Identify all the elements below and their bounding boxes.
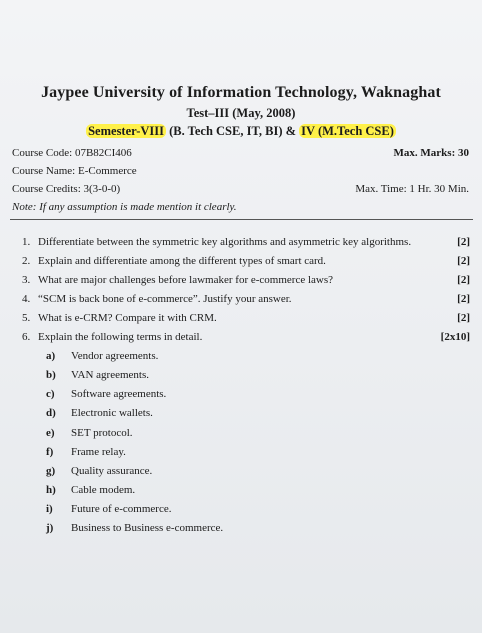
max-time: Max. Time: 1 Hr. 30 Min. xyxy=(355,183,469,195)
course-name: Course Name: E-Commerce xyxy=(12,165,137,177)
mtech-highlight: IV (M.Tech CSE) xyxy=(301,124,394,138)
sub-item-text: Frame relay. xyxy=(71,446,126,458)
sub-item-label: j) xyxy=(46,522,54,534)
sub-item-label: d) xyxy=(46,407,56,419)
question-number: 6. xyxy=(22,331,31,343)
course-code-row xyxy=(12,147,469,160)
university-title: Jaypee University of Information Technology, Waknaghat xyxy=(41,84,441,101)
sub-item-text: Cable modem. xyxy=(71,484,136,496)
question-number: 2. xyxy=(22,255,31,267)
sub-item-label: c) xyxy=(46,388,55,400)
semester-programs: (B. Tech CSE, IT, BI) & xyxy=(166,124,300,138)
sub-item-label: i) xyxy=(46,503,53,515)
question-marks: [2] xyxy=(457,255,470,267)
sub-item-label: a) xyxy=(46,350,56,362)
course-credits: Course Credits: 3(3-0-0) xyxy=(12,183,121,195)
sub-item-label: h) xyxy=(46,484,56,496)
question-marks: [2] xyxy=(457,312,470,324)
test-title: Test–III (May, 2008) xyxy=(186,106,296,120)
sub-item-text: Vendor agreements. xyxy=(71,350,159,362)
sub-item-text: Future of e-commerce. xyxy=(71,503,172,515)
question-marks: [2] xyxy=(457,236,470,248)
max-marks: Max. Marks: 30 xyxy=(393,147,469,159)
question-marks: [2] xyxy=(457,293,470,305)
sub-item-text: Business to Business e-commerce. xyxy=(71,522,224,534)
semester-highlight: Semester-VIII xyxy=(88,124,165,138)
sub-item-text: VAN agreements. xyxy=(71,369,149,381)
question-text: Explain the following terms in detail. xyxy=(38,331,203,343)
question-text: “SCM is back bone of e-commerce”. Justify your answer. xyxy=(38,293,292,305)
question-number: 3. xyxy=(22,274,31,286)
course-name-row xyxy=(12,165,469,178)
sub-item-label: b) xyxy=(46,369,56,381)
question-text: What are major challenges before lawmaker for e-commerce laws? xyxy=(38,274,334,286)
sub-item-text: Electronic wallets. xyxy=(71,407,153,419)
divider xyxy=(10,219,473,220)
question-number: 5. xyxy=(22,312,31,324)
sub-item-text: Software agreements. xyxy=(71,388,167,400)
course-code: Course Code: 07B82CI406 xyxy=(12,147,132,159)
question-text: What is e-CRM? Compare it with CRM. xyxy=(38,312,217,324)
question-marks: [2] xyxy=(457,274,470,286)
question-number: 1. xyxy=(22,236,31,248)
question-number: 4. xyxy=(22,293,31,305)
sub-item-label: e) xyxy=(46,427,55,439)
course-credits-row xyxy=(12,183,469,196)
assumption-note: Note: If any assumption is made mention it clearly. xyxy=(12,201,237,213)
sub-item-label: g) xyxy=(46,465,56,477)
question-marks: [2x10] xyxy=(440,331,470,343)
note-row xyxy=(12,201,469,214)
sub-item-label: f) xyxy=(46,446,54,458)
semester-line xyxy=(0,124,482,139)
question-text: Explain and differentiate among the different types of smart card. xyxy=(38,255,326,267)
sub-item-text: Quality assurance. xyxy=(71,465,153,477)
sub-item-text: SET protocol. xyxy=(71,427,133,439)
question-text: Differentiate between the symmetric key algorithms and asymmetric key algorithms. xyxy=(38,236,412,248)
